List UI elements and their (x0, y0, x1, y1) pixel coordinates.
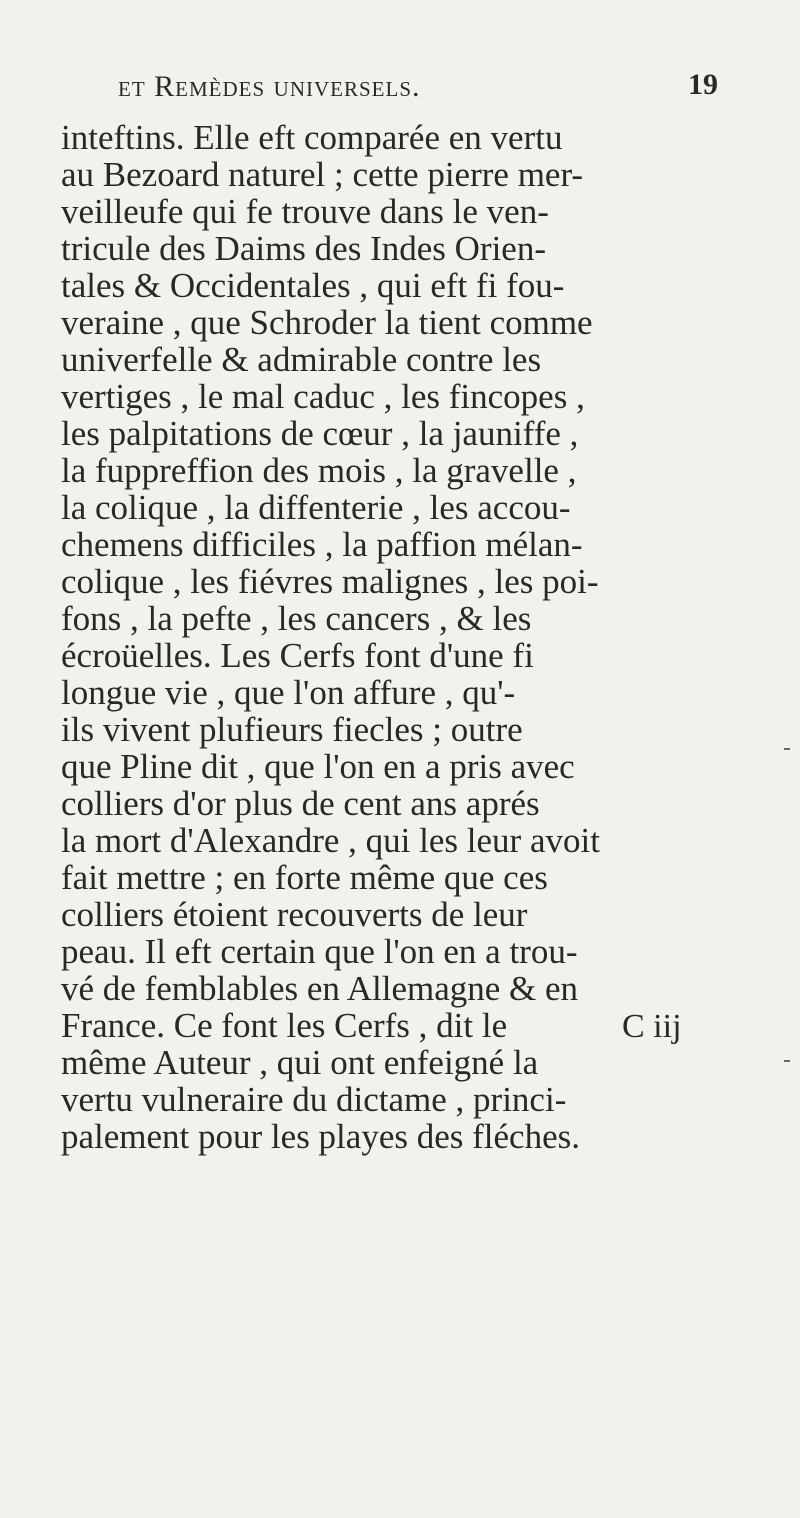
text-line: les palpitations de cœur , la jauniffe , (61, 414, 579, 453)
text-line: tales & Occidentales , qui eft fi fou- (61, 266, 565, 305)
text-line: inteftins. Elle eft comparée en vertu (61, 118, 563, 157)
text-line: colique , les fiévres malignes , les poi- (61, 562, 599, 601)
text-line: veilleufe qui fe trouve dans le ven- (61, 192, 549, 231)
margin-mark (784, 1060, 790, 1062)
text-line: colliers étoient recouverts de leur (61, 895, 528, 934)
text-line: fons , la pefte , les cancers , & les (61, 599, 532, 638)
text-line: colliers d'or plus de cent ans aprés (61, 784, 540, 823)
page-number: 19 (688, 68, 718, 101)
text-line: vertiges , le mal caduc , les fincopes , (61, 377, 585, 416)
text-line: que Pline dit , que l'on en a pris avec (61, 747, 575, 786)
margin-mark (784, 748, 790, 750)
text-line: chemens difficiles , la paffion mélan- (61, 525, 583, 564)
text-line: écroüelles. Les Cerfs font d'une fi (61, 636, 534, 675)
text-line: fait mettre ; en forte même que ces (61, 858, 548, 897)
page-header (118, 66, 718, 110)
text-line: vé de femblables en Allemagne & en (61, 969, 579, 1008)
text-line: palement pour les playes des fléches. (61, 1117, 580, 1156)
text-line: même Auteur , qui ont enfeigné la (61, 1043, 539, 1082)
text-line: peau. Il eft certain que l'on en a trou- (61, 932, 578, 971)
running-title: et Remèdes universels. (118, 70, 421, 103)
text-line: France. Ce font les Cerfs , dit le (61, 1006, 508, 1045)
text-line: univerfelle & admirable contre les (61, 340, 542, 379)
text-line: vertu vulneraire du dictame , princi- (61, 1080, 567, 1119)
text-line: la mort d'Alexandre , qui les leur avoit (61, 821, 600, 860)
text-line: longue vie , que l'on affure , qu'- (61, 673, 516, 712)
text-line: au Bezoard naturel ; cette pierre mer- (61, 155, 584, 194)
text-line: la fuppreffion des mois , la gravelle , (61, 451, 577, 490)
text-line: veraine , que Schroder la tient comme (61, 303, 593, 342)
text-line: ils vivent plufieurs fiecles ; outre (61, 710, 523, 749)
signature-mark: C iij (622, 1008, 682, 1045)
text-line: tricule des Daims des Indes Orien- (61, 229, 546, 268)
text-line: la colique , la diffenterie , les accou- (61, 488, 571, 527)
